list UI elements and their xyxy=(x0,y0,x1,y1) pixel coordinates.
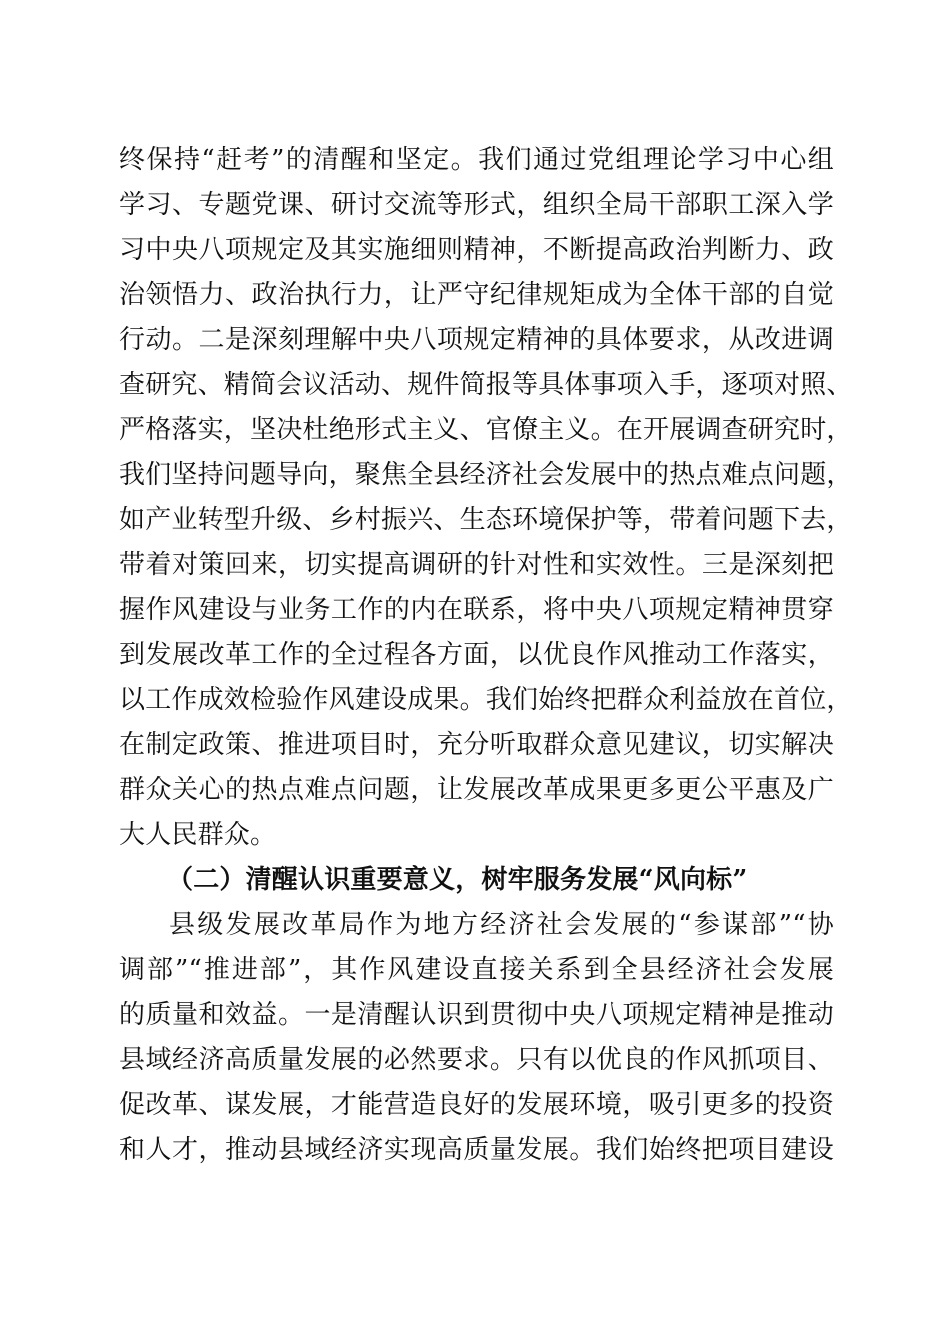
paragraph-line-first: 县级发展改革局作为地方经济社会发展的“参谋部”“协 xyxy=(169,910,834,940)
paragraph-line: 终保持“赶考”的清醒和坚定。我们通过党组理论学习中心组 xyxy=(119,145,834,175)
section-heading: （二）清醒认识重要意义，树牢服务发展“风向标” xyxy=(167,865,748,895)
document-page xyxy=(119,138,853,1173)
paragraph-line: 学习、专题党课、研讨交流等形式，组织全局干部职工深入学 xyxy=(119,190,834,220)
paragraph-line: 我们坚持问题导向，聚焦全县经济社会发展中的热点难点问题， xyxy=(119,460,853,490)
paragraph-line: 行动。二是深刻理解中央八项规定精神的具体要求，从改进调 xyxy=(119,325,834,355)
paragraph-line: 如产业转型升级、乡村振兴、生态环境保护等，带着问题下去， xyxy=(119,505,853,535)
paragraph-line: 的质量和效益。一是清醒认识到贯彻中央八项规定精神是推动 xyxy=(119,1000,834,1030)
paragraph-line: 查研究、精简会议活动、规件简报等具体事项入手，逐项对照、 xyxy=(119,370,853,400)
paragraph-line: 县域经济高质量发展的必然要求。只有以优良的作风抓项目、 xyxy=(119,1045,834,1075)
paragraph-line: 握作风建设与业务工作的内在联系，将中央八项规定精神贯穿 xyxy=(119,595,834,625)
paragraph-line: 习中央八项规定及其实施细则精神，不断提高政治判断力、政 xyxy=(119,235,834,265)
paragraph-line: 带着对策回来，切实提高调研的针对性和实效性。三是深刻把 xyxy=(119,550,834,580)
paragraph-line: 到发展改革工作的全过程各方面，以优良作风推动工作落实， xyxy=(119,640,834,670)
paragraph-line: 群众关心的热点难点问题，让发展改革成果更多更公平惠及广 xyxy=(119,775,834,805)
paragraph-line: 调部”“推进部”，其作风建设直接关系到全县经济社会发展 xyxy=(119,955,834,985)
paragraph-line: 治领悟力、政治执行力，让严守纪律规矩成为全体干部的自觉 xyxy=(119,280,834,310)
paragraph-line: 严格落实，坚决杜绝形式主义、官僚主义。在开展调查研究时， xyxy=(119,415,853,445)
paragraph-line: 在制定政策、推进项目时，充分听取群众意见建议，切实解决 xyxy=(119,730,834,760)
paragraph-line: 和人才，推动县域经济实现高质量发展。我们始终把项目建设 xyxy=(119,1135,834,1165)
paragraph-line: 促改革、谋发展，才能营造良好的发展环境，吸引更多的投资 xyxy=(119,1090,834,1120)
paragraph-line-last: 大人民群众。 xyxy=(119,820,277,850)
paragraph-line: 以工作成效检验作风建设成果。我们始终把群众利益放在首位， xyxy=(119,685,853,715)
